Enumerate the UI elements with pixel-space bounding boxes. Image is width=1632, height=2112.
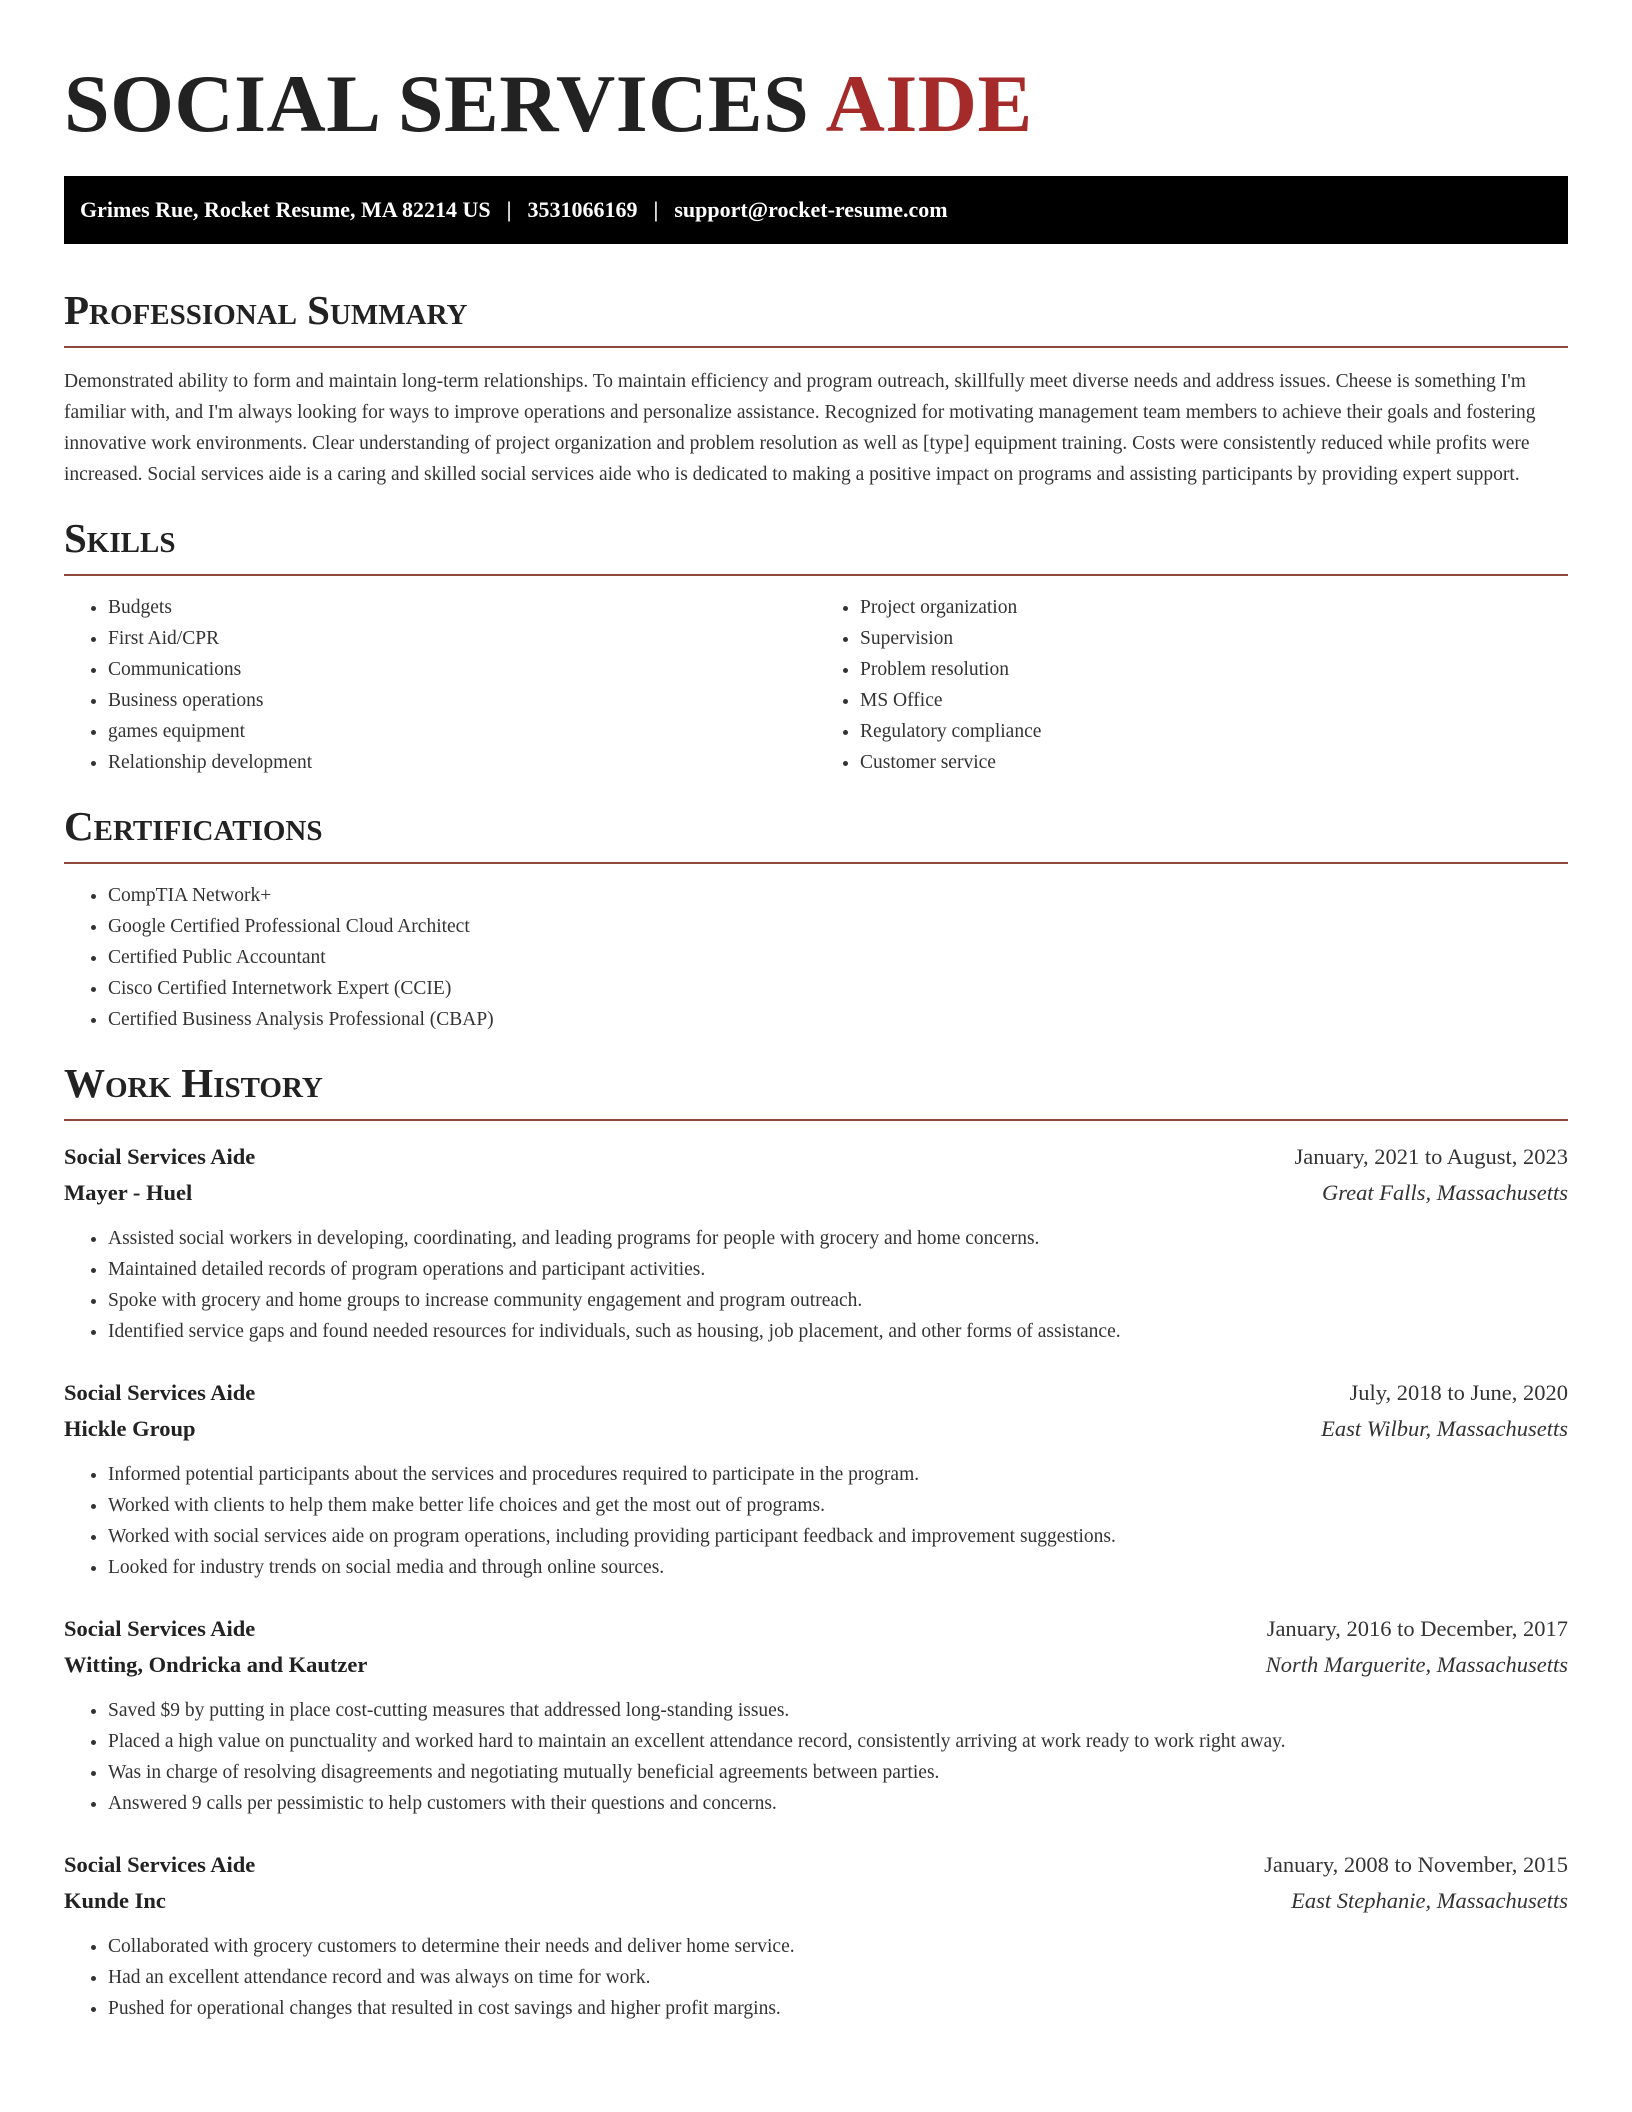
certifications-section [64, 802, 1568, 1035]
job-duties-list [64, 1695, 1568, 1819]
job-header-row [64, 1139, 1568, 1175]
skill-item: • Business operations [108, 685, 816, 716]
skill-item: • Communications [108, 654, 816, 685]
work-history-section [64, 1059, 1568, 2024]
contact-separator: | [653, 197, 659, 222]
skills-list-left [64, 592, 816, 778]
job-dates: January, 2021 to August, 2023 [1294, 1144, 1568, 1169]
job-company-row [64, 1883, 1568, 1919]
job-dates: January, 2008 to November, 2015 [1264, 1852, 1568, 1877]
job-title: Social Services Aide [64, 1380, 256, 1405]
skill-item: • MS Office [860, 685, 1568, 716]
job-entry [64, 1375, 1568, 1583]
job-duty: • Informed potential participants about the services and procedures required to participate in the program. [108, 1459, 1568, 1490]
skill-item: • Customer service [860, 747, 1568, 778]
job-duty: • Identified service gaps and found needed resources for individuals, such as housing, job placement, and other forms of assistance. [108, 1316, 1568, 1347]
skills-grid [64, 576, 1568, 778]
job-company: Witting, Ondricka and Kautzer [64, 1652, 368, 1677]
job-company: Mayer - Huel [64, 1180, 193, 1205]
summary-section [64, 286, 1568, 490]
job-duty: • Saved $9 by putting in place cost-cutting measures that addressed long-standing issues. [108, 1695, 1568, 1726]
skill-item: • Relationship development [108, 747, 816, 778]
contact-email[interactable]: support@rocket-resume.com [674, 197, 948, 222]
job-title: Social Services Aide [64, 1852, 256, 1877]
skills-heading: Skills [64, 514, 1568, 576]
job-duty: • Had an excellent attendance record and was always on time for work. [108, 1962, 1568, 1993]
job-company: Hickle Group [64, 1416, 196, 1441]
job-duty: • Assisted social workers in developing, coordinating, and leading programs for people with grocery and home concerns. [108, 1223, 1568, 1254]
resume-title [64, 56, 1568, 152]
certifications-heading: Certifications [64, 802, 1568, 864]
job-duty: • Maintained detailed records of program operations and participant activities. [108, 1254, 1568, 1285]
job-entry [64, 1847, 1568, 2024]
skill-item: • First Aid/CPR [108, 623, 816, 654]
job-header-row [64, 1375, 1568, 1411]
contact-phone[interactable]: 3531066169 [527, 197, 638, 222]
contact-separator: | [506, 197, 512, 222]
job-entry [64, 1611, 1568, 1819]
job-company-row [64, 1647, 1568, 1683]
job-duty: • Worked with clients to help them make better life choices and get the most out of programs. [108, 1490, 1568, 1521]
skills-list-right [816, 592, 1568, 778]
job-duty: • Collaborated with grocery customers to determine their needs and deliver home service. [108, 1931, 1568, 1962]
certification-item: • Certified Public Accountant [108, 942, 1568, 973]
certifications-list [64, 880, 1568, 1035]
job-location: North Marguerite, Massachusetts [1265, 1652, 1568, 1677]
skill-item: • Regulatory compliance [860, 716, 1568, 747]
job-title: Social Services Aide [64, 1144, 256, 1169]
job-duties-list [64, 1459, 1568, 1583]
job-header-row [64, 1847, 1568, 1883]
contact-bar [64, 176, 1568, 244]
job-dates: January, 2016 to December, 2017 [1266, 1616, 1568, 1641]
certification-item: • CompTIA Network+ [108, 880, 1568, 911]
job-location: East Stephanie, Massachusetts [1291, 1888, 1568, 1913]
skill-item: • Supervision [860, 623, 1568, 654]
job-entry [64, 1139, 1568, 1347]
skill-item: • Budgets [108, 592, 816, 623]
job-duty: • Was in charge of resolving disagreements and negotiating mutually beneficial agreements between parties. [108, 1757, 1568, 1788]
job-header-row [64, 1611, 1568, 1647]
skills-section [64, 514, 1568, 778]
job-dates: July, 2018 to June, 2020 [1349, 1380, 1568, 1405]
job-duty: • Looked for industry trends on social media and through online sources. [108, 1552, 1568, 1583]
title-main: SOCIAL SERVICES [64, 58, 810, 149]
job-duties-list [64, 1223, 1568, 1347]
job-duty: • Pushed for operational changes that resulted in cost savings and higher profit margins. [108, 1993, 1568, 2024]
skill-item: • games equipment [108, 716, 816, 747]
resume-page [64, 56, 1568, 2024]
job-duties-list [64, 1931, 1568, 2024]
job-company: Kunde Inc [64, 1888, 166, 1913]
job-duty: • Answered 9 calls per pessimistic to help customers with their questions and concerns. [108, 1788, 1568, 1819]
contact-address: Grimes Rue, Rocket Resume, MA 82214 US [80, 197, 491, 222]
job-duty: • Spoke with grocery and home groups to increase community engagement and program outreach. [108, 1285, 1568, 1316]
job-title: Social Services Aide [64, 1616, 256, 1641]
certification-item: • Google Certified Professional Cloud Architect [108, 911, 1568, 942]
job-company-row [64, 1411, 1568, 1447]
title-accent: AIDE [825, 58, 1033, 149]
job-location: East Wilbur, Massachusetts [1321, 1416, 1568, 1441]
job-location: Great Falls, Massachusetts [1321, 1180, 1568, 1205]
work-history-heading: Work History [64, 1059, 1568, 1121]
summary-heading: Professional Summary [64, 286, 1568, 348]
certification-item: • Cisco Certified Internetwork Expert (CCIE) [108, 973, 1568, 1004]
skill-item: • Project organization [860, 592, 1568, 623]
skill-item: • Problem resolution [860, 654, 1568, 685]
certification-item: • Certified Business Analysis Professional (CBAP) [108, 1004, 1568, 1035]
job-company-row [64, 1175, 1568, 1211]
summary-text: Demonstrated ability to form and maintain long-term relationships. To maintain efficiency and program outreach, skillfully meet diverse needs and address issues. Cheese is something I'm familiar with, and I'm always looking for ways to improve operations and personalize assistance. Recognized for motivating management team members to achieve their goals and fostering innovative work environments. Clear understanding of project organization and problem resolution as well as [type] equipment training. Costs were consistently reduced while profits were increased. Social services aide is a caring and skilled social services aide who is dedicated to making a positive impact on programs and assisting participants by providing expert support. [64, 371, 1536, 485]
job-duty: • Worked with social services aide on program operations, including providing participant feedback and improvement suggestions. [108, 1521, 1568, 1552]
job-duty: • Placed a high value on punctuality and worked hard to maintain an excellent attendance record, consistently arriving at work ready to work right away. [108, 1726, 1568, 1757]
